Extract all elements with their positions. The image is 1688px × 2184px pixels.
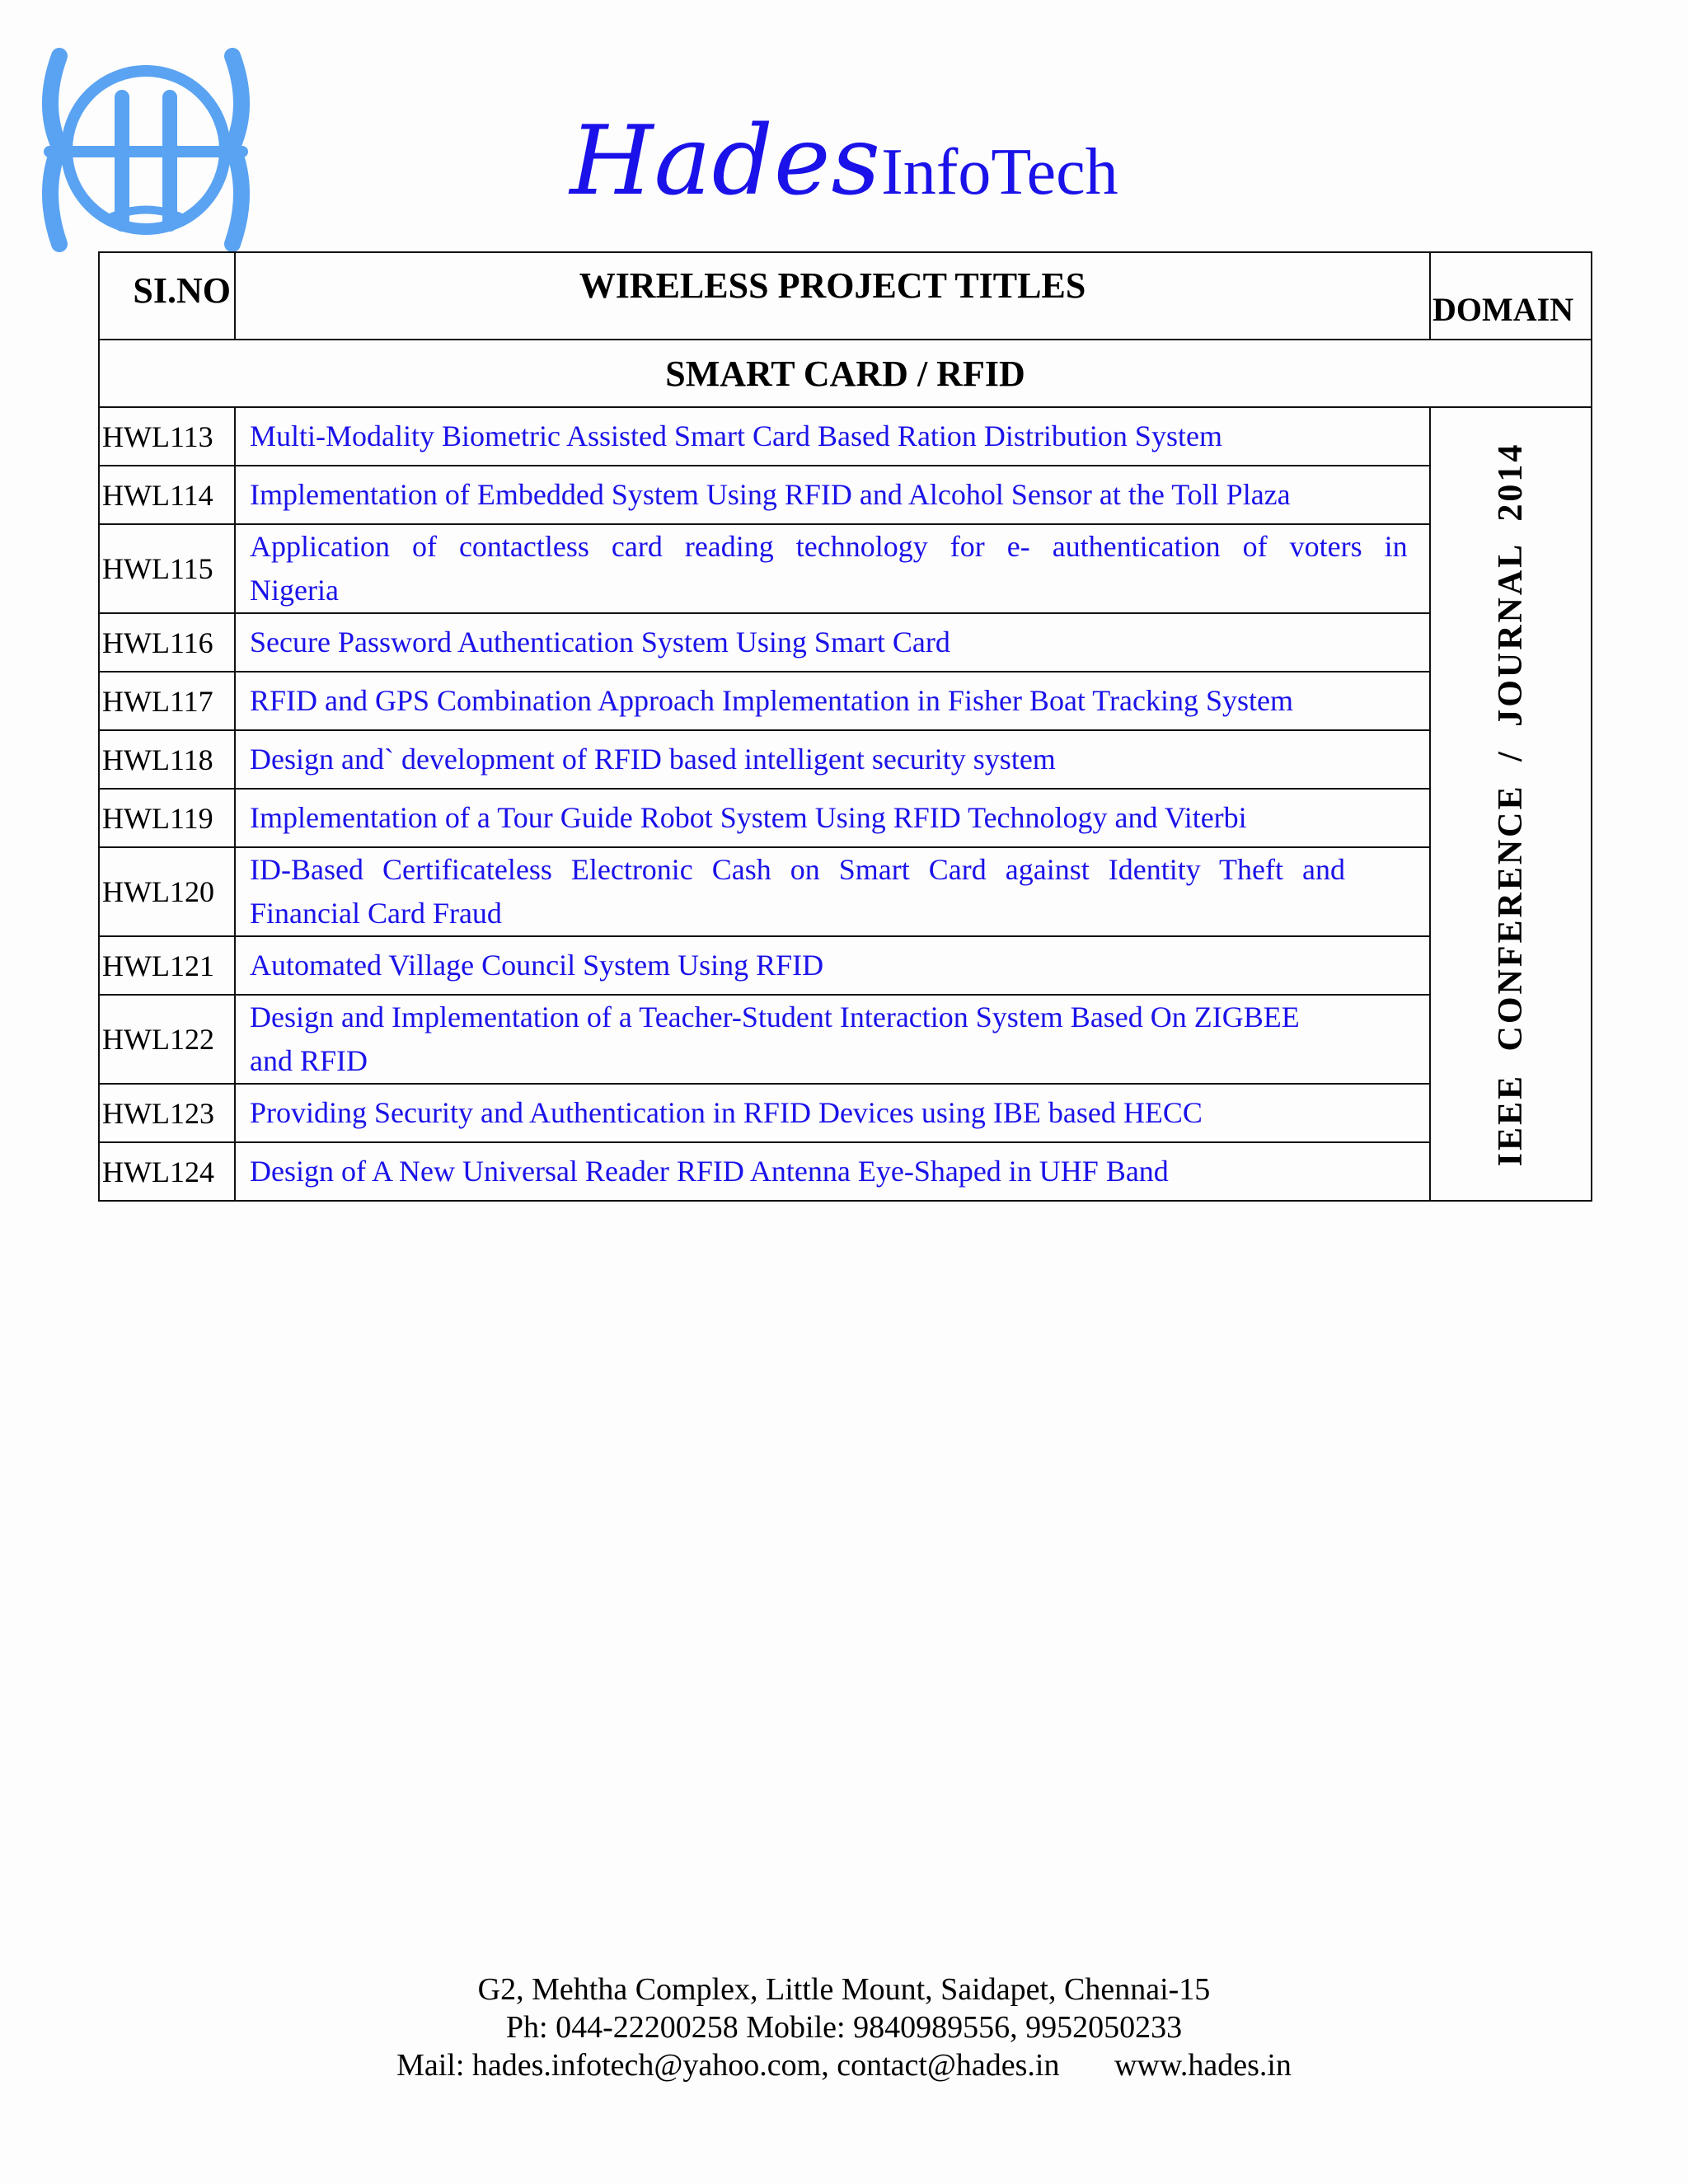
footer-phone: Ph: 044-22200258 Mobile: 9840989556, 9952050233 <box>505 2010 1183 2045</box>
project-id: HWL124 <box>99 1142 235 1201</box>
project-id: HWL118 <box>99 730 235 789</box>
table-header-row <box>99 252 1592 340</box>
table-row <box>99 936 1592 995</box>
project-title: Design and Implementation of a Teacher-Student Interaction System Based On ZIGBEE and RFID <box>235 995 1430 1084</box>
project-id: HWL119 <box>99 789 235 847</box>
project-title: Implementation of Embedded System Using RFID and Alcohol Sensor at the Toll Plaza <box>235 466 1430 524</box>
table-row <box>99 847 1592 936</box>
project-title: Implementation of a Tour Guide Robot System Using RFID Technology and Viterbi <box>235 789 1430 847</box>
table-row <box>99 672 1592 730</box>
table-row <box>99 789 1592 847</box>
table-row <box>99 407 1592 466</box>
project-id: HWL120 <box>99 847 235 936</box>
table-row <box>99 730 1592 789</box>
brand-script: Hades <box>570 105 882 217</box>
project-title: RFID and GPS Combination Approach Implementation in Fisher Boat Tracking System <box>235 672 1430 730</box>
project-title: Multi-Modality Biometric Assisted Smart Card Based Ration Distribution System <box>235 407 1430 466</box>
project-id: HWL117 <box>99 672 235 730</box>
table-row <box>99 995 1592 1084</box>
project-title: Providing Security and Authentication in RFID Devices using IBE based HECC <box>235 1084 1430 1142</box>
project-id: HWL114 <box>99 466 235 524</box>
table-row <box>99 613 1592 672</box>
project-table <box>98 251 1592 1202</box>
project-id: HWL115 <box>99 524 235 613</box>
column-header-sino: SI.NO <box>99 252 235 340</box>
section-row <box>99 340 1592 407</box>
project-title: Design of A New Universal Reader RFID Antenna Eye-Shaped in UHF Band <box>235 1142 1430 1201</box>
project-title: Application of contactless card reading technology for e- authentication of voters in Nigeria <box>235 524 1430 613</box>
project-id: HWL123 <box>99 1084 235 1142</box>
project-title: Secure Password Authentication System Using Smart Card <box>235 613 1430 672</box>
table-row <box>99 1084 1592 1142</box>
project-title: ID-Based Certificateless Electronic Cash on Smart Card against Identity Theft and Financial Card Fraud <box>235 847 1430 936</box>
project-id: HWL116 <box>99 613 235 672</box>
project-id: HWL113 <box>99 407 235 466</box>
section-title: SMART CARD / RFID <box>99 340 1592 407</box>
project-title: Automated Village Council System Using RFID <box>235 936 1430 995</box>
project-title: Design and` development of RFID based intelligent security system <box>235 730 1430 789</box>
domain-value: IEEE CONFERENCE / JOURNAL 2014 <box>1492 442 1530 1166</box>
footer-mail: Mail: hades.infotech@yahoo.com, contact@hades.in www.hades.in <box>396 2048 1292 2083</box>
table-row <box>99 466 1592 524</box>
project-id: HWL122 <box>99 995 235 1084</box>
brand-rest: InfoTech <box>881 136 1118 209</box>
project-id: HWL121 <box>99 936 235 995</box>
table-row <box>99 524 1592 613</box>
footer-address: G2, Mehtha Complex, Little Mount, Saidapet, Chennai-15 <box>477 1972 1211 2007</box>
table-row <box>99 1142 1592 1201</box>
column-header-domain: DOMAIN <box>1430 252 1592 340</box>
domain-cell <box>1430 407 1592 1201</box>
column-header-title: WIRELESS PROJECT TITLES <box>235 252 1430 340</box>
brand-title <box>0 105 1688 217</box>
